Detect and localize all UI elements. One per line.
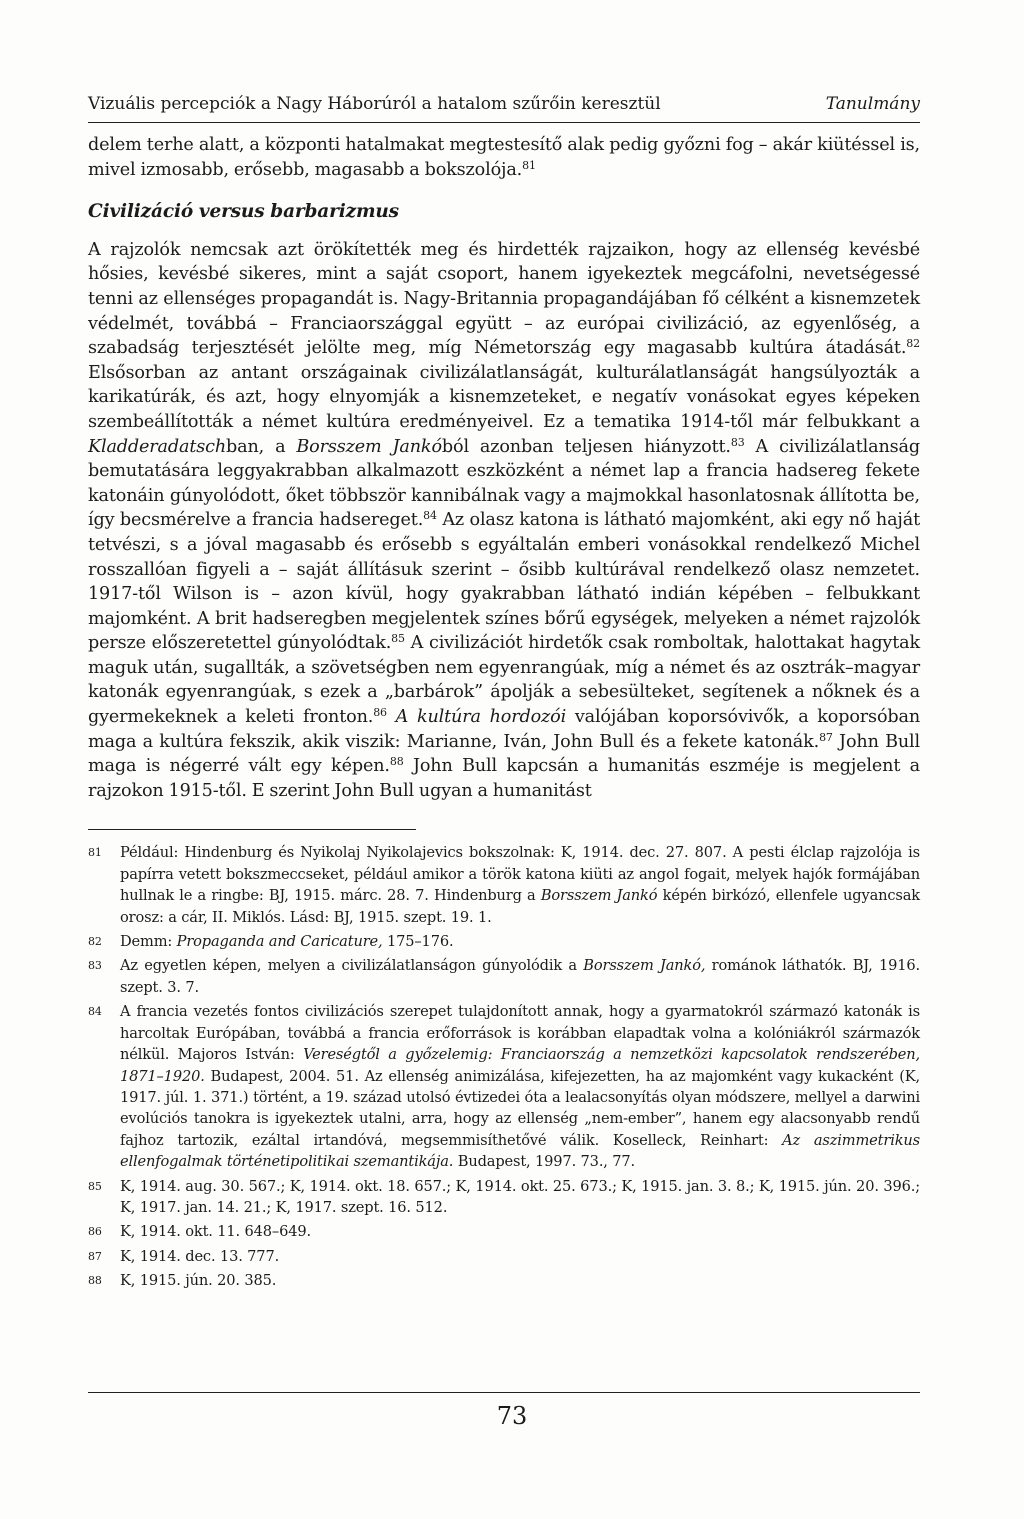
paragraph-text: John Bull maga is négerré vált egy képen. [88, 731, 920, 777]
footnote-divider [88, 829, 416, 830]
footnote-segment: Demm: [120, 933, 177, 951]
footnote-number: 86 [88, 1225, 102, 1239]
footnote [88, 842, 920, 928]
body-text [88, 133, 920, 803]
footnote-ref: 86 [373, 706, 387, 720]
footnote-italic: Borsszem Jankó, [583, 957, 706, 975]
intro-text: delem terhe alatt, a központi hatalmakat megtestesítő alak pedig győzni fog – akár kiütéssel is, mivel izmosabb, erősebb, magasabb a bokszolója. [88, 135, 920, 180]
footnote-number: 87 [88, 1249, 102, 1263]
footnote-text: K, 1914. okt. 11. 648–649. [120, 1223, 311, 1241]
bottom-divider [88, 1392, 920, 1393]
paragraph-text: Elsősorban az antant országainak civilizálatlanságát, kulturálatlanságát hangsúlyozták a karikatúrák, és azt, hogy elnyomják a kisnemzeteket, e negatív vonásokat egyes képeken szembeállították a német kultúra eredményeivel. Ez a tematika 1914-től már felbukkant a [88, 362, 920, 432]
intro-paragraph [88, 133, 920, 182]
footnote-ref: 87 [819, 730, 833, 744]
paragraph-text: A civilizációt hirdetők csak romboltak, halottakat hagytak maguk után, sugallták, a szövetségben nem egyenrangúak, míg a német és az osztrák–magyar katonák egyenrangúak, s ezek a „barbárok” ápolják a sebesülteket, segítenek a nőknek és a gyermekeknek a keleti fronton. [88, 633, 920, 728]
footnote-number: 81 [88, 846, 102, 860]
section-heading: Civilizáció versus barbarizmus [88, 201, 399, 223]
running-header [88, 92, 920, 123]
footnote-segment: Például: Hindenburg és Nyikolaj Nyikolajevics bokszolnak: K, 1914. dec. 27. 807. A pesti élclap rajzolója is papírra vetett bokszmeccseket, például amikor a török katona kiüti az angol fogait, melyek hajók formájában hullnak le a ringbe: BJ, 1915. márc. 28. 7. Hindenburg a [120, 844, 920, 905]
footnote-italic: Borsszem Jankó [540, 887, 658, 905]
journal-title: Kladderadatsch [88, 436, 227, 457]
paragraph-text: A civilizálatlanság bemutatására leggyakrabban alkalmazott eszközként a német lap a francia hadsereg fekete katonáin gúnyolódott, őket többször kannibálnak vagy a majmokkal hasonlatosnak állította be, így becsmérelve a francia hadsereget. [88, 436, 920, 531]
footnote-text [120, 842, 920, 928]
footnote-segment: 175–176. [382, 933, 454, 951]
footnote [88, 1270, 920, 1291]
footnote-text: K, 1914. aug. 30. 567.; K, 1914. okt. 18. 657.; K, 1914. okt. 25. 673.; K, 1915. jan. 3. 8.; K, 1915. jún. 20. 396.; K, 1917. jan. 14. 21.; K, 1917. szept. 16. 512. [120, 1177, 920, 1216]
footnote [88, 1001, 920, 1172]
footnote-ref: 81 [522, 158, 536, 172]
footnote [88, 1176, 920, 1219]
footnote-segment: képén birkózó, ellenfele ugyancsak orosz: a cár, II. Miklós. Lásd: BJ, 1915. szept. 19. 1. [120, 887, 920, 926]
footnote-text: K, 1914. dec. 13. 777. [120, 1247, 280, 1265]
footnote-ref: 85 [391, 632, 405, 646]
page-number: 73 [496, 1402, 528, 1430]
footnote-text [120, 931, 920, 952]
footnote-number: 88 [88, 1274, 102, 1288]
footnote [88, 931, 920, 952]
footnote-segment: A francia vezetés fontos civilizációs szerepet tulajdonított annak, hogy a gyarmatokról származó katonák is harcoltak Európában, továbbá a francia erőforrások is korábban elapadtak volna a kolóniákról származók nélkül. Majoros István: [120, 1003, 920, 1064]
main-paragraph [88, 238, 920, 804]
footnotes [88, 842, 920, 1291]
footnote-text: K, 1915. jún. 20. 385. [120, 1272, 277, 1290]
footnote-number: 85 [88, 1179, 102, 1193]
paragraph-text: valójában koporsóvivők, a koporsóban maga a kultúra fekszik, akik viszik: Marianne, Iván, John Bull és a fekete katonák. [88, 707, 921, 752]
paragraph-text: John Bull kapcsán a humanitás eszméje is megjelent a rajzokon 1915-től. E szerint John Bull ugyan a humanitást [88, 756, 920, 801]
footnote-ref: 82 [906, 337, 920, 351]
paragraph-text: ból azonban teljesen hiányzott. [441, 436, 731, 457]
footnote-segment: Budapest, 1997. 73., 77. [453, 1153, 636, 1171]
footnote [88, 1246, 920, 1267]
artwork-title: A kultúra hordozói [386, 707, 567, 728]
footnote-italic: Vereségtől a győzelemig: Franciaország a nemzetközi kapcsolatok rendszerében, 1871–1920. [120, 1046, 920, 1085]
footnote-number: 83 [88, 959, 102, 973]
running-title: Vizuális percepciók a Nagy Háborúról a hatalom szűrőin keresztül [88, 94, 661, 114]
footnote-ref: 83 [730, 435, 745, 449]
footnote-italic: Propaganda and Caricature, [176, 933, 383, 951]
footnote [88, 1221, 920, 1242]
page [88, 92, 920, 1295]
footnote-segment: románok láthatók. BJ, 1916. szept. 3. 7. [120, 957, 920, 996]
footnote-text [120, 1001, 920, 1172]
footnote-ref: 88 [389, 755, 404, 769]
footnote-text [120, 955, 920, 998]
footnote-segment: Az egyetlen képen, melyen a civilizálatlanságon gúnyolódik a [120, 957, 584, 975]
footnote-number: 82 [88, 935, 102, 949]
paragraph-text: ban, a [226, 436, 297, 457]
footnote-ref: 84 [423, 509, 437, 523]
section-label: Tanulmány [825, 94, 920, 114]
paragraph-text: A rajzolók nemcsak azt örökítették meg és hirdették rajzaikon, hogy az ellenség kevésbé hősies, kevésbé sikeres, mint a saját csoport, hanem igyekeztek megcáfolni, nevetségessé tenni az ellenséges propagandát is. Nagy-Britannia propagandájában fő célként a kisnemzetek védelmét, továbbá – Franciaországgal együtt – az európai civilizáció, az egyenlőség, a szabadság terjesztését jelölte meg, míg Németország egy magasabb kultúra átadását. [88, 239, 920, 359]
journal-title: Borsszem Jankó [296, 436, 442, 457]
footnote-number: 84 [88, 1005, 102, 1019]
footnote [88, 955, 920, 998]
footnote-segment: Budapest, 2004. 51. Az ellenség animizálása, kifejezetten, ha az majomként vagy kukacként (K, 1917. júl. 1. 371.) történt, a 19. század utolsó évtizedei óta a lealacsonyítás olyan módszere, mellyel a darwini evolúciós tanokra is igyekeztek utalni, arra, hogy az ellenség „nem-ember”, hanem egy alacsonyabb rendű fajhoz tartozik, ezáltal irtandóvá, megsemmisíthetővé válik. Koselleck, Reinhart: [120, 1067, 920, 1149]
footnote-italic: Az aszimmetrikus ellenfogalmak történetipolitikai szemantikája. [120, 1131, 920, 1171]
paragraph-text: Az olasz katona is látható majomként, aki egy nő haját tetvészi, s a jóval magasabb és erősebb s egyáltalán emberi vonásokkal rendelkező Michel rosszallóan figyeli a – saját állításuk szerint – ősibb kultúrával rendelkező olasz nemzetet. 1917-től Wilson is – azon kívül, hogy gyakrabban látható indián képében – felbukkant majomként. A brit hadseregben megjelentek színes bőrű egységek, melyeken a német rajzolók persze előszeretettel gúnyolódtak. [88, 510, 920, 654]
